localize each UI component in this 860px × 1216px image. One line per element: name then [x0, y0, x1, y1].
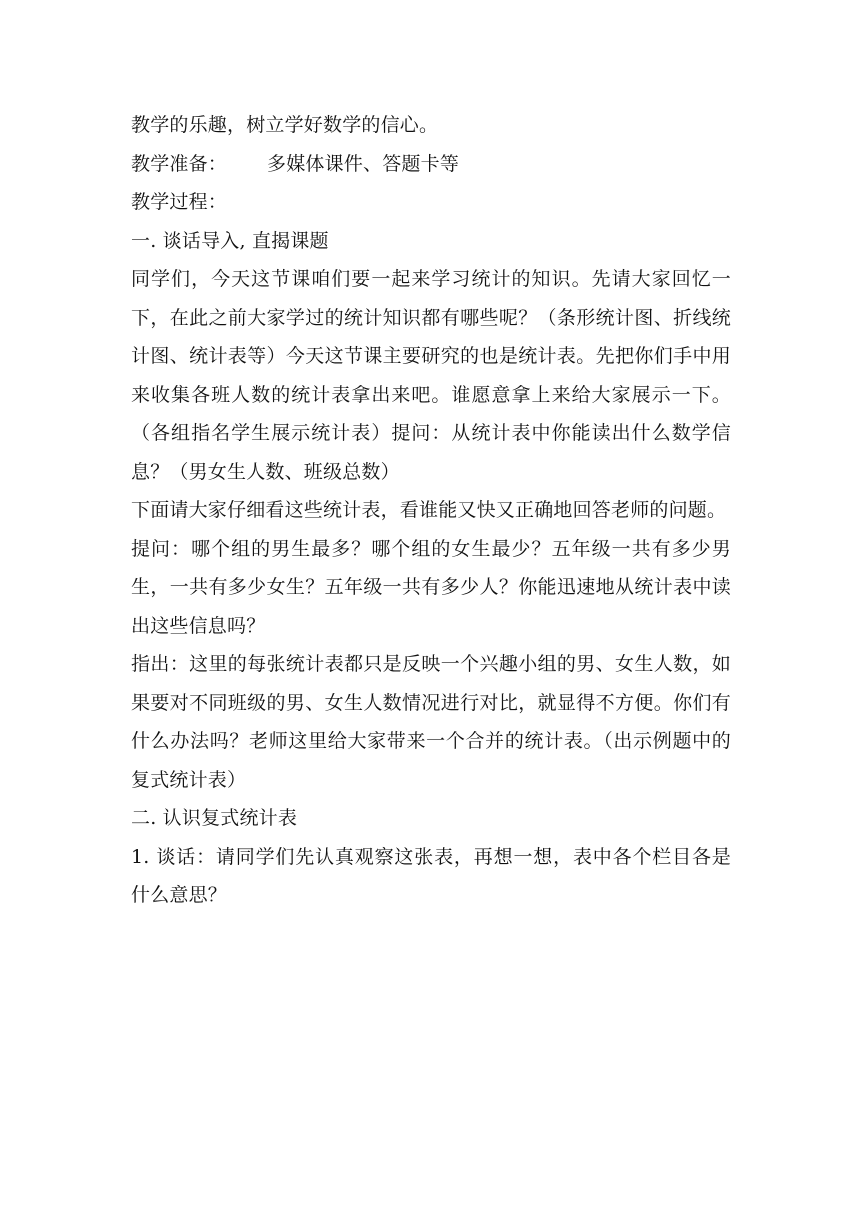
section-heading-1: 一. 谈话导入, 直揭课题	[131, 229, 329, 252]
paragraph-goal-continuation: 教学的乐趣，树立学好数学的信心。	[131, 114, 439, 136]
paragraph-preparation	[131, 145, 731, 184]
paragraph-process-heading: 教学过程：	[131, 191, 228, 213]
section-heading-2: 二. 认识复式统计表	[131, 807, 298, 829]
document-body	[131, 106, 731, 915]
paragraph-introduction: 同学们，今天这节课咱们要一起来学习统计的知识。先请大家回忆一下，在此之前大家学过的统计知识都有哪些呢？（条形统计图、折线统计图、统计表等）今天这节课主要研究的也是统计表。先把你们手中用来收集各班人数的统计表拿出来吧。谁愿意拿上来给大家展示一下。（各组指名学生展示统计表）提问：从统计表中你能读出什么数学信息？（男女生人数、班级总数）	[131, 268, 731, 483]
preparation-label: 教学准备：	[131, 152, 228, 175]
paragraph-point-out: 指出：这里的每张统计表都只是反映一个兴趣小组的男、女生人数，如果要对不同班级的男、女生人数情况进行对比，就显得不方便。你们有什么办法吗？老师这里给大家带来一个合并的统计表。（出示例题中的复式统计表）	[131, 653, 731, 791]
paragraph-observe-tables: 下面请大家仔细看这些统计表，看谁能又快又正确地回答老师的问题。	[131, 499, 727, 521]
preparation-value: 多媒体课件、答题卡等	[267, 152, 460, 175]
paragraph-discussion: 1. 谈话：请同学们先认真观察这张表，再想一想，表中各个栏目各是什么意思？	[131, 845, 731, 906]
paragraph-questions: 提问：哪个组的男生最多？哪个组的女生最少？五年级一共有多少男生，一共有多少女生？五年级一共有多少人？你能迅速地从统计表中读出这些信息吗？	[131, 537, 731, 637]
